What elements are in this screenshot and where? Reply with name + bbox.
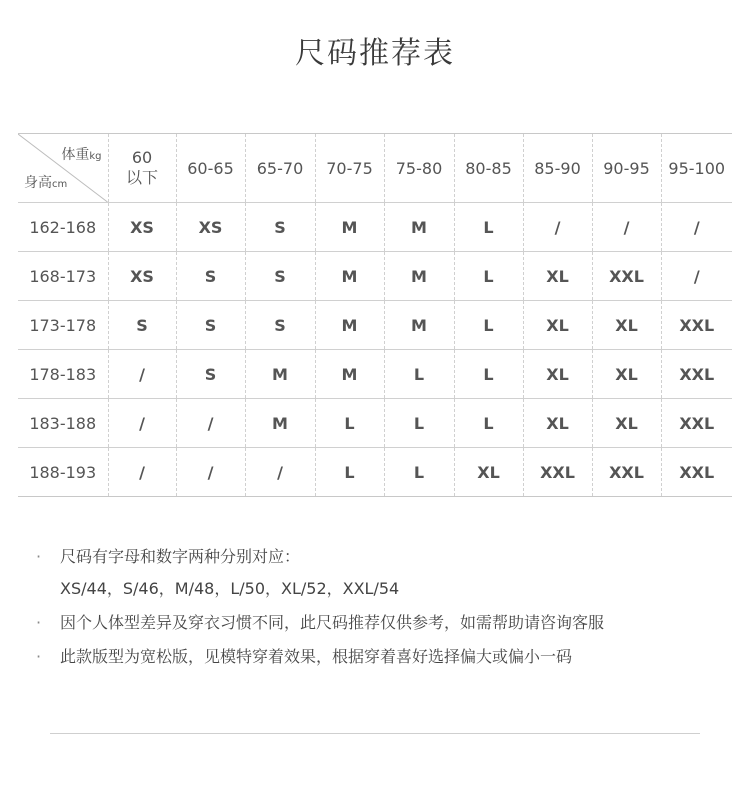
size-cell: L	[454, 203, 523, 252]
corner-header-cell	[18, 134, 108, 203]
size-cell: L	[384, 350, 454, 399]
size-cell: M	[315, 350, 384, 399]
size-cell: /	[108, 399, 176, 448]
size-cell: L	[454, 301, 523, 350]
notes-section	[36, 546, 726, 680]
note-item	[36, 646, 726, 668]
table-row	[18, 448, 732, 497]
size-cell: M	[245, 399, 315, 448]
size-cell: L	[384, 448, 454, 497]
size-cell: M	[384, 252, 454, 301]
size-cell: /	[108, 350, 176, 399]
size-cell: S	[108, 301, 176, 350]
size-cell: XS	[108, 252, 176, 301]
height-axis-label: 身高cm	[24, 175, 68, 191]
size-cell: M	[384, 301, 454, 350]
size-cell: XXL	[661, 350, 732, 399]
size-cell: L	[315, 448, 384, 497]
height-cell: 188-193	[18, 448, 108, 497]
size-cell: S	[176, 301, 245, 350]
table-header-row	[18, 134, 732, 203]
weight-header: 85-90	[523, 134, 592, 203]
size-cell: L	[454, 252, 523, 301]
table-row	[18, 203, 732, 252]
note-text: 此款版型为宽松版，见模特穿着效果，根据穿着喜好选择偏大或偏小一码	[60, 647, 573, 666]
table-row	[18, 399, 732, 448]
size-cell: S	[245, 301, 315, 350]
bottom-divider	[50, 733, 700, 734]
height-cell: 168-173	[18, 252, 108, 301]
bullet-icon: ·	[36, 647, 42, 666]
weight-header: 80-85	[454, 134, 523, 203]
height-cell: 183-188	[18, 399, 108, 448]
size-cell: /	[245, 448, 315, 497]
size-cell: XL	[592, 399, 661, 448]
size-cell: XS	[108, 203, 176, 252]
size-cell: XXL	[661, 399, 732, 448]
note-item	[36, 546, 726, 568]
size-cell: S	[176, 350, 245, 399]
size-cell: XL	[592, 350, 661, 399]
size-cell: M	[245, 350, 315, 399]
size-cell: /	[108, 448, 176, 497]
page-title: 尺码推荐表	[295, 36, 455, 71]
table-row	[18, 252, 732, 301]
weight-header: 90-95	[592, 134, 661, 203]
size-cell: XL	[523, 350, 592, 399]
size-cell: XXL	[592, 252, 661, 301]
note-text: 因个人体型差异及穿衣习惯不同，此尺码推荐仅供参考，如需帮助请咨询客服	[60, 613, 605, 632]
height-cell: 162-168	[18, 203, 108, 252]
weight-header: 60-65	[176, 134, 245, 203]
size-cell: XXL	[592, 448, 661, 497]
weight-header: 60 以下	[108, 134, 176, 203]
size-cell: M	[315, 252, 384, 301]
size-cell: M	[315, 203, 384, 252]
size-cell: XL	[523, 399, 592, 448]
size-cell: L	[454, 350, 523, 399]
table-row	[18, 301, 732, 350]
size-cell: L	[384, 399, 454, 448]
weight-axis-label: 体重kg	[61, 147, 102, 163]
height-cell: 178-183	[18, 350, 108, 399]
size-cell: XXL	[523, 448, 592, 497]
weight-header: 75-80	[384, 134, 454, 203]
size-cell: S	[176, 252, 245, 301]
size-cell: L	[454, 399, 523, 448]
weight-header: 95-100	[661, 134, 732, 203]
size-cell: XS	[176, 203, 245, 252]
size-cell: /	[176, 399, 245, 448]
note-text: 尺码有字母和数字两种分别对应：	[60, 547, 301, 566]
size-cell: S	[245, 252, 315, 301]
size-cell: S	[245, 203, 315, 252]
size-cell: XXL	[661, 448, 732, 497]
size-cell: L	[315, 399, 384, 448]
table-row	[18, 350, 732, 399]
size-table	[18, 133, 732, 497]
note-item	[36, 612, 726, 634]
size-cell: XL	[454, 448, 523, 497]
height-cell: 173-178	[18, 301, 108, 350]
size-cell: /	[176, 448, 245, 497]
size-cell: XXL	[661, 301, 732, 350]
weight-header: 65-70	[245, 134, 315, 203]
size-cell: XL	[523, 252, 592, 301]
weight-header: 70-75	[315, 134, 384, 203]
bullet-icon: ·	[36, 613, 42, 632]
note-subtext: XS/44，S/46，M/48，L/50，XL/52，XXL/54	[60, 579, 400, 598]
size-cell: M	[384, 203, 454, 252]
size-cell: /	[592, 203, 661, 252]
size-cell: XL	[592, 301, 661, 350]
size-cell: M	[315, 301, 384, 350]
bullet-icon: ·	[36, 547, 42, 566]
size-cell: /	[661, 203, 732, 252]
size-cell: XL	[523, 301, 592, 350]
size-cell: /	[523, 203, 592, 252]
size-cell: /	[661, 252, 732, 301]
